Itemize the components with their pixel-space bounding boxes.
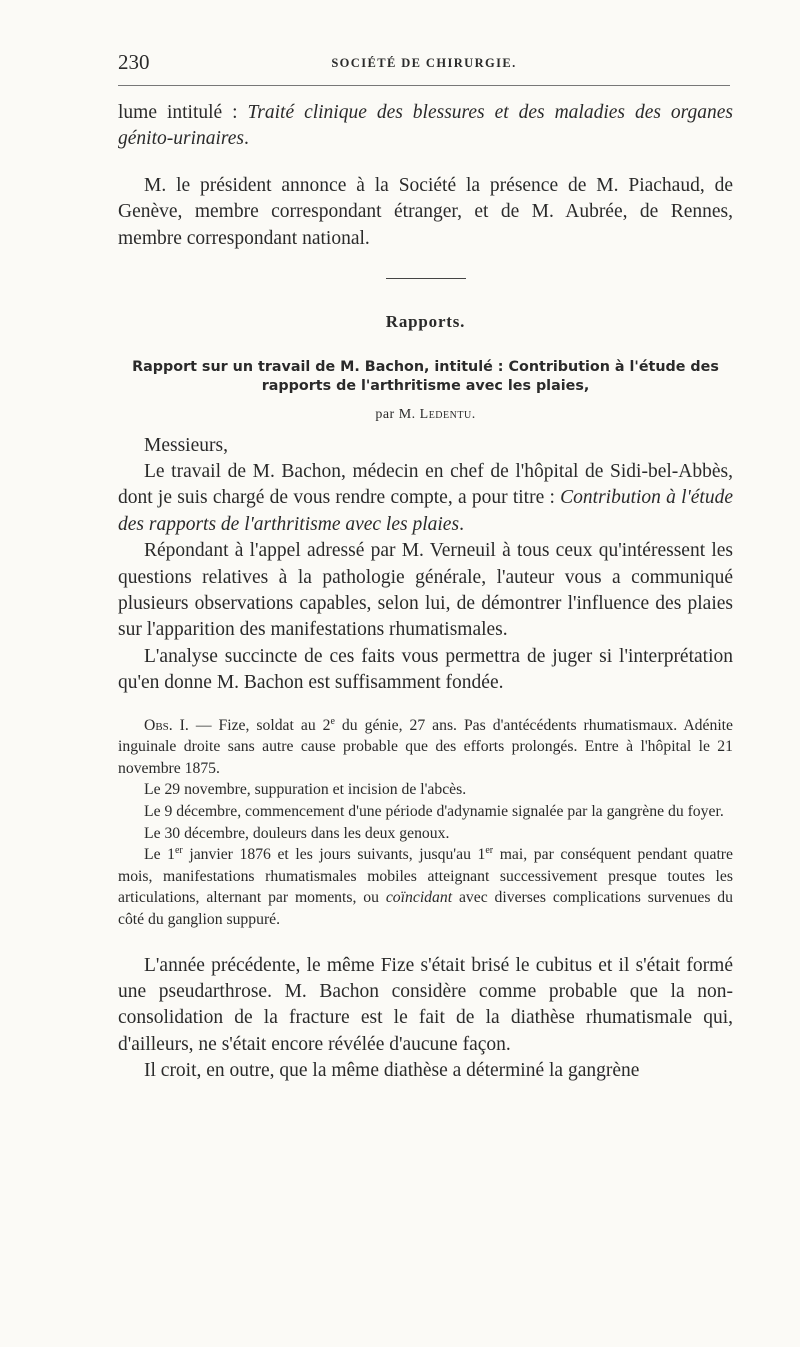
text: Le travail de M. Bachon, médecin en chef de l'hôpital de Sidi-bel-Abbès, dont je suis chargé de vous rendre compte, a pour titre : — [118, 461, 733, 509]
text: — Fize, soldat au 2 — [188, 716, 331, 734]
book-title: Traité clinique des blessures et des maladies des organes génito-urinaires — [118, 102, 733, 150]
byline — [118, 407, 733, 423]
paragraph-continuation — [118, 100, 733, 153]
text: janvier 1876 et les jours suivants, jusqu'au 1 — [182, 846, 486, 864]
superscript: e — [330, 715, 335, 727]
italic-word: coïncidant — [385, 889, 453, 907]
paragraph-report-intro — [118, 459, 733, 538]
text: . — [459, 513, 464, 535]
text: mai, par conséquent pendant quatre mois, manifestations rhumatismales mobiles atteignant successivement presque toutes les articulations, alternant par moments, ou — [118, 846, 733, 907]
running-head: SOCIÉTÉ DE CHIRURGIE. — [331, 56, 517, 70]
observation-line: Le 30 décembre, douleurs dans les deux genoux. — [144, 824, 450, 842]
text: du génie, 27 ans. Pas d'antécédents rhumatismaux. Adénite inguinale droite sans autre cause probable que des efforts prolongés. Entre à l'hôpital le 21 novembre 1875. — [118, 716, 733, 777]
paragraph-analysis: L'analyse succincte de ces faits vous permettra de juger si l'interprétation qu'en donne M. Bachon est suffisamment fondée. — [118, 645, 733, 694]
header-rule — [118, 85, 730, 86]
report-title: Rapport sur un travail de M. Bachon, intitulé : Contribution à l'étude des rapports de l'arthritisme avec les plaies, — [132, 359, 719, 395]
superscript: er — [174, 845, 183, 857]
superscript: er — [485, 845, 494, 857]
page-body — [118, 100, 733, 1085]
page-header — [118, 50, 730, 76]
work-title: Contribution à l'étude des rapports de l'arthritisme avec les plaies — [118, 487, 733, 535]
text: . — [244, 128, 249, 150]
section-title: Rapports. — [385, 312, 466, 332]
observation-label: Obs. I. — [144, 716, 189, 734]
byline-prefix: par M. — [375, 407, 420, 423]
observation-line — [118, 844, 733, 930]
paragraph-verneuil: Répondant à l'appel adressé par M. Verneuil à tous ceux qu'intéressent les questions relatives à la pathologie générale, l'auteur vous a communiqué plusieurs observations capables, selon lui, de démontrer l'influence des plaies sur l'apparition des manifestations rhumatismales. — [118, 540, 733, 641]
byline-author: Ledentu — [419, 407, 472, 423]
observation-line: Le 9 décembre, commencement d'une période d'adynamie signalée par la gangrène du foyer. — [144, 803, 724, 821]
observation-line: Le 29 novembre, suppuration et incision de l'abcès. — [144, 781, 467, 799]
paragraph-gangrene: Il croit, en outre, que la même diathèse a déterminé la gangrène — [144, 1060, 640, 1082]
paragraph-announcement: M. le président annonce à la Société la présence de M. Piachaud, de Genève, membre correspondant étranger, et de M. Aubrée, de Rennes, membre correspondant national. — [118, 174, 733, 249]
salutation: Messieurs, — [144, 435, 228, 457]
separator-rule — [386, 278, 466, 279]
page-number: 230 — [118, 50, 150, 74]
text: avec diverses complications survenues du côté du ganglion suppuré. — [118, 889, 733, 929]
text: lume intitulé : — [118, 102, 248, 123]
byline-suffix: . — [471, 407, 476, 423]
observation-line — [118, 715, 733, 780]
text: Le 1 — [144, 846, 175, 864]
paragraph-pseudarthrose: L'année précédente, le même Fize s'était brisé le cubitus et il s'était formé une pseudarthrose. M. Bachon considère comme probable que la non-consolidation de la fracture est le fait de la diathèse rhumatismale qui, d'ailleurs, ne s'était encore révélée d'aucune façon. — [118, 954, 733, 1055]
